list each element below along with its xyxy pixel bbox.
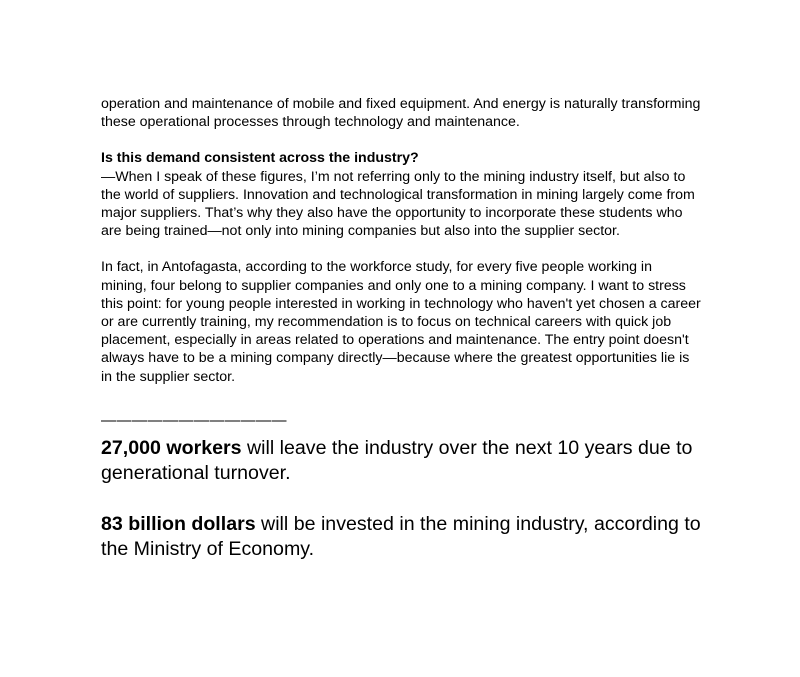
stat-investment-highlight: 83 billion dollars	[101, 512, 256, 535]
intro-paragraph: operation and maintenance of mobile and fixed equipment. And energy is naturally transforming these operational processes through technology and maintenance.	[101, 96, 701, 131]
answer-paragraph-1: —When I speak of these figures, I’m not referring only to the mining industry itself, but also to the world of suppliers. Innovation and technological transformation in mining largely come from major suppliers. That’s why they also have the opportunity to incorporate these students who are being trained—not only into mining companies but also into the supplier sector.	[101, 168, 695, 240]
interview-section	[101, 149, 701, 385]
section-divider: ————————————	[101, 411, 287, 429]
interview-question: Is this demand consistent across the industry?	[101, 150, 419, 167]
stat-investment	[101, 512, 701, 563]
stat-workers-text: will leave the industry over the next 10 years due to generational turnover.	[101, 436, 693, 485]
stat-investment-text: will be invested in the mining industry, according to the Ministry of Economy.	[101, 512, 701, 561]
stat-workers-highlight: 27,000 workers	[101, 436, 242, 459]
answer-paragraph-2: In fact, in Antofagasta, according to the workforce study, for every five people working in mining, four belong to supplier companies and only one to a mining company. I want to stress this point: for young people interested in working in technology who haven't yet chosen a career or are currently training, my recommendation is to focus on technical careers with quick job placement, especially in areas related to operations and maintenance. The entry point doesn't always have to be a mining company directly—because where the greatest opportunities lie is in the supplier sector.	[101, 259, 701, 385]
stat-workers	[101, 436, 701, 487]
document-page	[101, 95, 701, 563]
